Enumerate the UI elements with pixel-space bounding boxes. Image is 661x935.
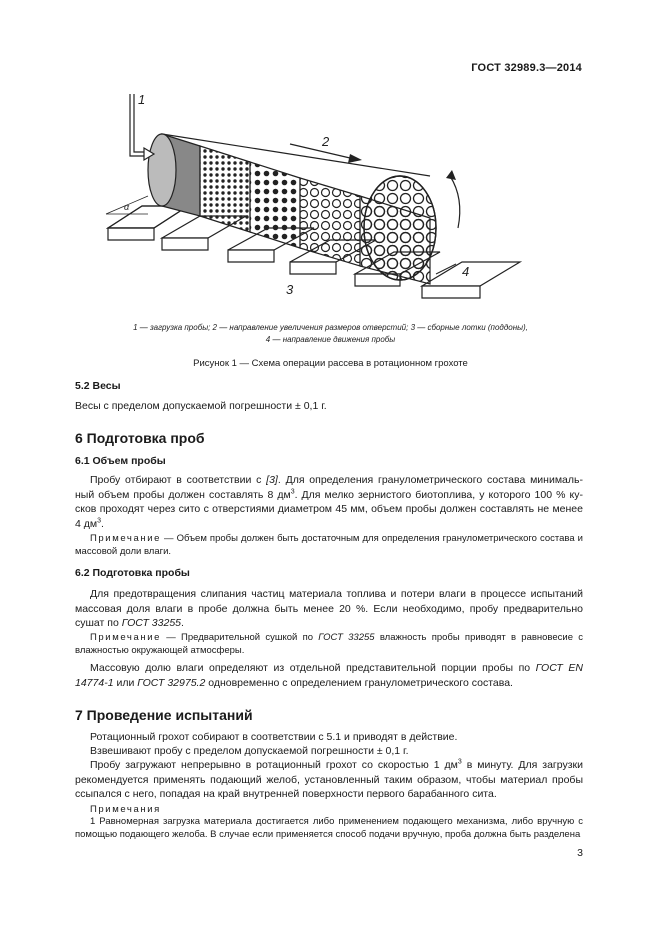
- section-6-title: 6 Подготовка проб: [75, 430, 205, 446]
- s62-p1-ref: ГОСТ 33255: [121, 617, 181, 629]
- s61-note-text: — Объем пробы должен быть достаточным для определения гранулометрического состава и массовой доли влаги.: [75, 533, 583, 557]
- section-7-note1: [75, 815, 583, 841]
- s62-p1-b: .: [181, 617, 184, 629]
- s62-note-ref: ГОСТ 33255: [318, 632, 375, 643]
- s7-p3-sup: 3: [457, 758, 462, 766]
- s62-p2-c: одновременно с определением гранулометрического состава.: [205, 676, 513, 689]
- standard-header: ГОСТ 32989.3—2014: [471, 62, 582, 74]
- section-6-2-paragraph2: [75, 661, 583, 690]
- section-6-2-title: 6.2 Подготовка пробы: [75, 567, 190, 579]
- s61-text-b: . Для определения гранулометрического состава минималь-ный объем пробы должен составлять 8 дм: [75, 474, 583, 501]
- label-1: 1: [138, 92, 146, 107]
- section-6-1-paragraph: [75, 473, 583, 531]
- s7-p3-a: Пробу загружают непрерывно в ротационный грохот со скоростью 1 дм: [90, 759, 458, 771]
- section-5-2-title: 5.2 Весы: [75, 380, 121, 392]
- page-number: 3: [577, 847, 583, 859]
- s62-note-label: Примечание: [90, 632, 161, 643]
- s61-sup1: 3: [290, 488, 295, 495]
- s61-note-label: Примечание: [90, 533, 161, 544]
- section-5-2-text: Весы с пределом допускаемой погрешности ± 0,1 г.: [75, 400, 327, 412]
- section-7-paragraph2: [75, 744, 583, 759]
- section-6-2-note: [75, 631, 583, 657]
- section-6-2-paragraph1: [75, 587, 583, 631]
- s7-p3-b: в минуту. Для загрузки рекомендуется применять подающий желоб, установленный таким образом, чтобы материал пробы ссыпался с него, попадая на край внутренней поверхности первого барабанного сита.: [75, 759, 584, 800]
- label-2: 2: [322, 134, 330, 149]
- s62-p2-a: Массовую долю влаги определяют из отдельной представительной порции пробы по: [90, 662, 536, 674]
- figure-legend-line1: 1 — загрузка пробы; 2 — направление увеличения размеров отверстий; 3 — сборные лотки (поддоны),: [133, 323, 528, 332]
- s7-note1-text: 1 Равномерная загрузка материала достигается либо применением подающего механизма, либо вручную с помощью подающего желоба. В случае если применяется способ подачи вручную, проба должна быть разделена: [75, 816, 583, 840]
- s62-p2-b: или: [113, 676, 138, 689]
- s61-ref: [3]: [266, 474, 278, 486]
- figure-legend: [75, 322, 586, 346]
- s62-p1-a: Для предотвращения слипания частиц материала топлива и потери влаги в процессе испытаний массовая доля влаги в пробе должна быть менее 20 %. Если необходимо, пробу предварительно сушат по: [75, 588, 583, 629]
- section-7-paragraph1: [75, 730, 583, 745]
- section-7-paragraph3: [75, 758, 583, 802]
- s61-text-c: . Для мелко зернистого биотоплива, у которого 100 % ку-сков проходят через сито с отверстиями диаметром 45 мм, объем пробы должен составлять не менее 4 дм: [75, 488, 583, 530]
- s7-p2: Взвешивают пробу с пределом допускаемой погрешности ± 0,1 г.: [90, 745, 409, 757]
- s62-note-b: влажность пробы приводят в равновесие с влажностью окружающей атмосферы.: [75, 632, 584, 656]
- s61-sup2: 3: [97, 517, 102, 524]
- section-7-title: 7 Проведение испытаний: [75, 707, 253, 723]
- s62-p2-ref1: ГОСТ EN 14774-1: [75, 662, 583, 689]
- s62-note-a: — Предварительной сушкой по: [161, 632, 319, 643]
- s62-p2-ref2: ГОСТ 32975.2: [137, 676, 206, 689]
- figure-caption: Рисунок 1 — Схема операции рассева в ротационном грохоте: [193, 358, 468, 369]
- s61-text-a: Пробу отбирают в соответствии с: [90, 474, 267, 486]
- label-3: 3: [286, 282, 294, 297]
- s61-text-d: .: [101, 517, 104, 530]
- section-7-notes-label: Примечания: [90, 804, 161, 815]
- section-6-1-note: [75, 532, 583, 558]
- rotary-screen-figure: [100, 88, 540, 308]
- s7-p1: Ротационный грохот собирают в соответствии с 5.1 и приводят в действие.: [90, 731, 458, 743]
- figure-legend-line2: 4 — направление движения пробы: [265, 335, 396, 344]
- alpha-label: α: [124, 202, 130, 212]
- label-4: 4: [462, 264, 470, 279]
- section-6-1-title: 6.1 Объем пробы: [75, 455, 166, 467]
